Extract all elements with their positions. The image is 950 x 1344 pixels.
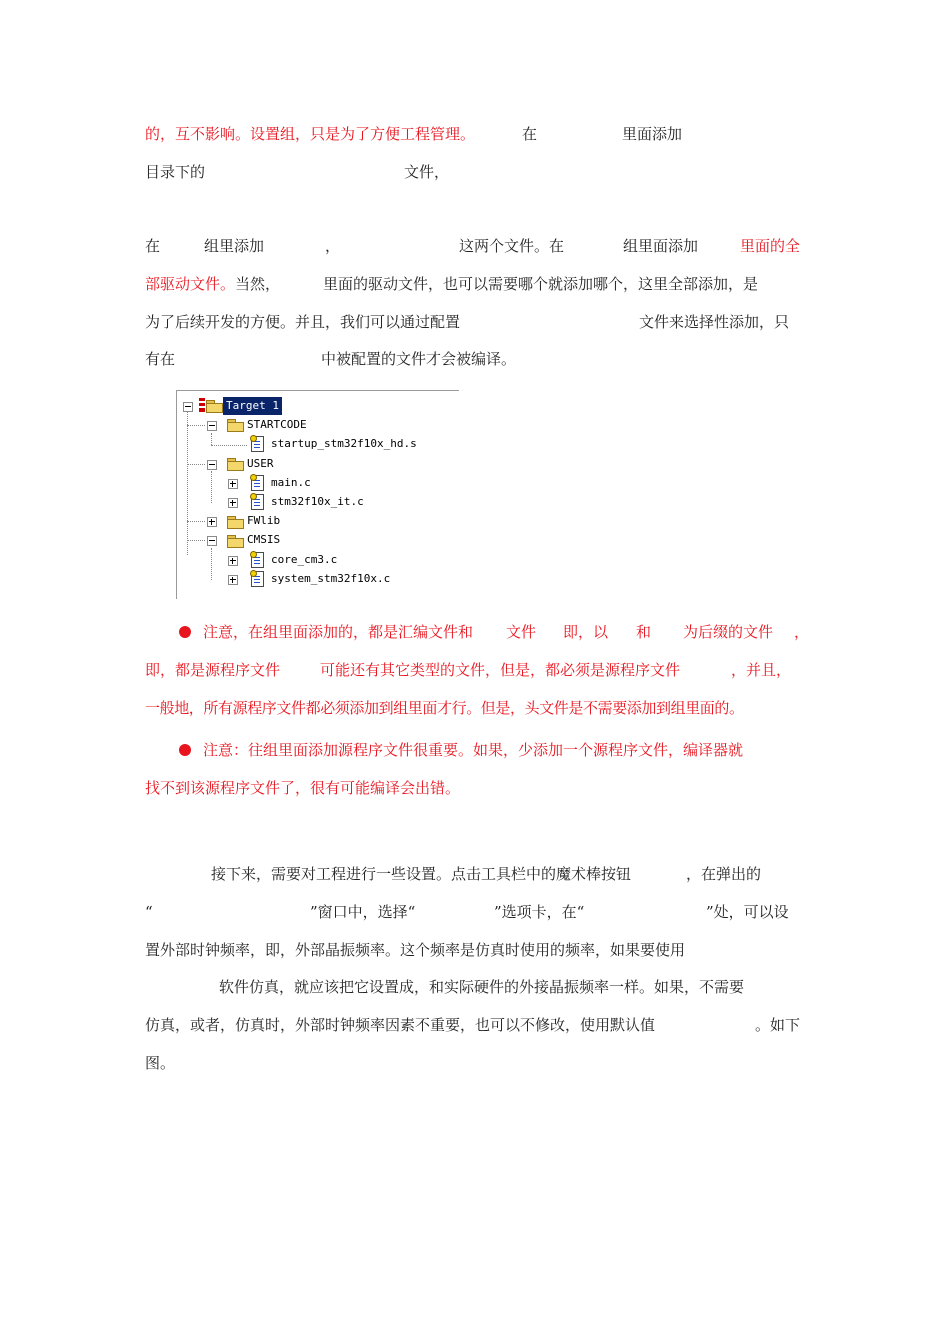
tree-file-main[interactable]: main.c xyxy=(271,476,311,489)
bullet-icon xyxy=(179,738,191,762)
collapse-user-toggle[interactable] xyxy=(207,460,217,470)
expand-it-toggle[interactable] xyxy=(228,498,238,508)
collapse-startcode-toggle[interactable] xyxy=(207,421,217,431)
para1-red-text: 的，互不影响。设置组，只是为了方便工程管理。 xyxy=(145,125,476,143)
folder-open-icon xyxy=(227,419,243,431)
project-tree xyxy=(176,390,459,599)
tree-file-system[interactable]: system_stm32f10x.c xyxy=(271,572,391,585)
c-file-icon xyxy=(251,475,264,491)
expand-main-toggle[interactable] xyxy=(228,479,238,489)
target-icon xyxy=(199,398,205,412)
folder-icon xyxy=(227,516,243,528)
c-file-icon xyxy=(251,494,264,510)
collapse-cmsis-toggle[interactable] xyxy=(207,536,217,546)
tree-file-it[interactable]: stm32f10x_it.c xyxy=(271,495,364,508)
tree-file-startup[interactable]: startup_stm32f10x_hd.s xyxy=(271,437,417,450)
asm-file-icon xyxy=(251,436,264,452)
c-file-icon xyxy=(251,571,264,587)
expand-core-toggle[interactable] xyxy=(228,556,238,566)
tree-group-startcode[interactable]: STARTCODE xyxy=(247,418,307,431)
folder-open-icon xyxy=(206,400,222,412)
tree-group-cmsis[interactable]: CMSIS xyxy=(247,533,281,546)
folder-open-icon xyxy=(227,535,243,547)
tree-root-target[interactable]: Target 1 xyxy=(223,397,282,415)
expand-system-toggle[interactable] xyxy=(228,575,238,585)
c-file-icon xyxy=(251,552,264,568)
folder-open-icon xyxy=(227,458,243,470)
expand-fwlib-toggle[interactable] xyxy=(207,517,217,527)
tree-group-fwlib[interactable]: FWlib xyxy=(247,514,281,527)
bullet-icon xyxy=(179,620,191,644)
collapse-root-toggle[interactable] xyxy=(183,402,193,412)
tree-file-core[interactable]: core_cm3.c xyxy=(271,553,338,566)
tree-group-user[interactable]: USER xyxy=(247,457,274,470)
